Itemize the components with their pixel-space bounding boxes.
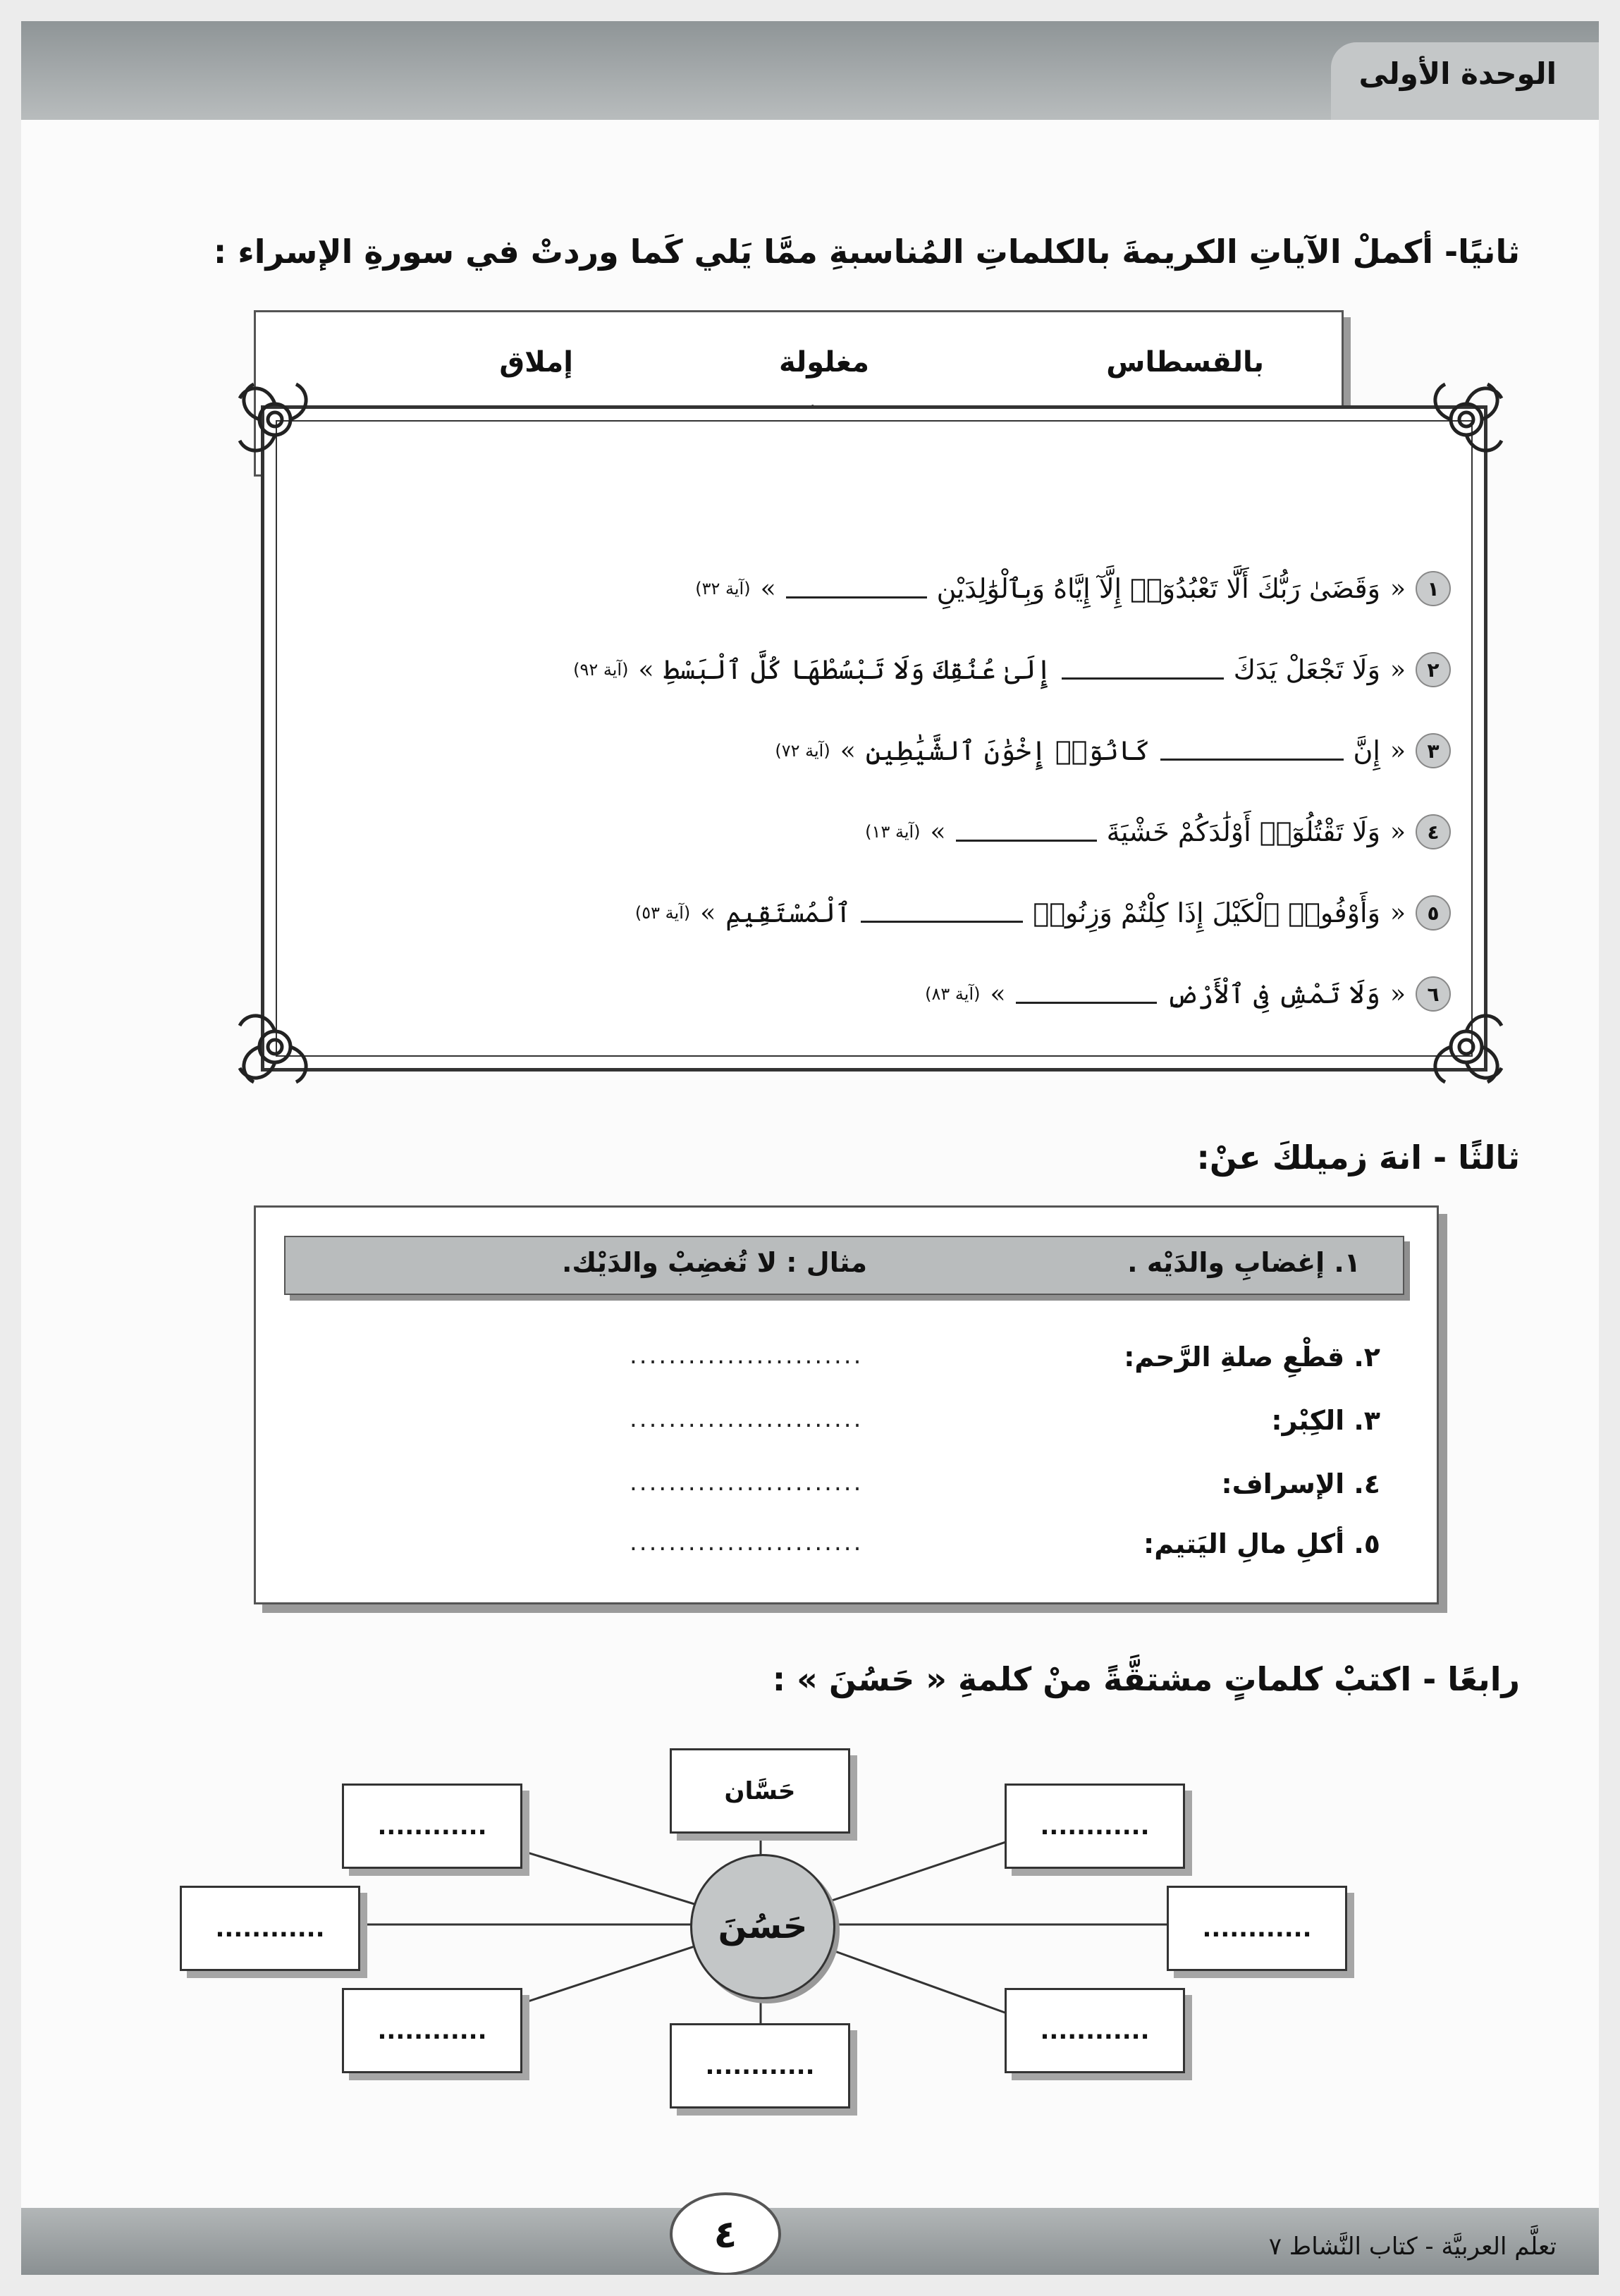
word-web — [21, 1713, 1599, 2242]
derived-word-box[interactable] — [1005, 1784, 1185, 1869]
answer-dots: ............ — [1202, 1914, 1312, 1943]
close-quote-icon: » — [930, 817, 946, 847]
prohibition-item: ٣. الكِبْر: — [1271, 1405, 1380, 1436]
verse-text: كَانُوٓا۟ إِخْوَٰنَ ٱلشَّيَٰطِينِ — [865, 735, 1150, 766]
open-quote-icon: « — [1389, 979, 1406, 1009]
derived-word-box[interactable] — [670, 1748, 850, 1834]
derived-word: حَسَّان — [724, 1776, 796, 1805]
section3-title: ثالثًا - انهَ زميلكَ عنْ: — [1196, 1138, 1520, 1177]
book-title: تعلَّم العربيَّة - كتاب النَّشاط ٧ — [1268, 2233, 1557, 2261]
answer-dots: ............ — [1040, 1812, 1150, 1841]
answer-dots: ............ — [1040, 2016, 1150, 2045]
derived-word-box[interactable] — [342, 1988, 522, 2073]
example-item: ١. إغضابِ والدَيْه . — [1127, 1247, 1361, 1278]
root-word-circle — [690, 1854, 835, 1999]
answer-dots[interactable]: ........................ — [630, 1405, 864, 1433]
worksheet-page — [21, 21, 1599, 2275]
verse-row — [573, 645, 1451, 694]
ornament-corner-icon — [226, 370, 324, 469]
word-bank-item: مغلولة — [778, 346, 869, 379]
root-word: حَسُنَ — [718, 1907, 808, 1946]
word-bank-item: بالقسطاس — [1106, 346, 1264, 379]
word-bank-item: إملاق — [499, 346, 573, 379]
prohibition-item: ٢. قطْعِ صلةِ الرَّحم: — [1124, 1342, 1380, 1373]
prohibition-item: ٤. الإسراف: — [1221, 1468, 1380, 1499]
answer-dots: ............ — [377, 2016, 487, 2045]
verse-row — [635, 888, 1451, 938]
verse-row — [865, 807, 1451, 857]
ornament-corner-icon — [1417, 370, 1516, 469]
verse-number: ٥ — [1416, 895, 1451, 931]
answer-blank[interactable] — [1160, 742, 1344, 761]
answer-blank[interactable] — [861, 904, 1023, 923]
close-quote-icon: » — [840, 736, 856, 766]
verse-row — [925, 969, 1451, 1019]
verse-number: ٦ — [1416, 976, 1451, 1012]
verse-text: وَأَوْفُوا۟ ٱلْكَيْلَ إِذَا كِلْتُمْ وَزِنُوا۟ — [1033, 897, 1380, 928]
verse-reference: (آية ٩٢) — [573, 660, 629, 680]
verse-number: ٢ — [1416, 652, 1451, 687]
answer-dots: ............ — [215, 1914, 325, 1943]
close-quote-icon: » — [638, 655, 654, 684]
answer-dots[interactable]: ........................ — [630, 1342, 864, 1370]
verse-text: إِنَّ — [1353, 735, 1380, 766]
derived-word-box[interactable] — [1167, 1886, 1347, 1971]
verse-row — [695, 564, 1451, 613]
open-quote-icon: « — [1389, 574, 1406, 603]
verse-text: وَلَا تَقْتُلُوٓا۟ أَوْلَٰدَكُمْ خَشْيَةَ — [1106, 816, 1380, 847]
page-number: ٤ — [670, 2192, 781, 2275]
open-quote-icon: « — [1389, 655, 1406, 684]
answer-dots[interactable]: ........................ — [630, 1528, 864, 1557]
example-answer: مثال : لا تُغضِبْ والدَيْك. — [561, 1247, 867, 1278]
answer-dots[interactable]: ........................ — [630, 1468, 864, 1497]
verse-reference: (آية ١٣) — [865, 822, 921, 842]
answer-blank[interactable] — [1062, 661, 1224, 680]
close-quote-icon: » — [700, 898, 716, 928]
open-quote-icon: « — [1389, 898, 1406, 928]
ornament-corner-icon — [226, 997, 324, 1096]
open-quote-icon: « — [1389, 817, 1406, 847]
open-quote-icon: « — [1389, 736, 1406, 766]
derived-word-box[interactable] — [670, 2023, 850, 2108]
verse-reference: (آية ٧٢) — [775, 741, 830, 761]
derived-word-box[interactable] — [342, 1784, 522, 1869]
answer-blank[interactable] — [786, 579, 927, 598]
prohibition-box — [254, 1205, 1439, 1604]
verse-row — [775, 726, 1451, 775]
verse-reference: (آية ٥٣) — [634, 903, 691, 923]
verse-text: إِلَىٰ عُنُقِكَ وَلَا تَبْسُطْهَا كُلَّ ٱلْبَسْطِ — [663, 654, 1052, 685]
unit-title: الوحدة الأولى — [1358, 56, 1557, 91]
section4-title: رابعًا - اكتبْ كلماتٍ مشتقَّةً منْ كلمةِ « حَسُنَ » : — [772, 1660, 1520, 1698]
verse-text: ٱلْمُسْتَقِيمِ — [725, 897, 852, 928]
section2-title: ثانيًا- أكملْ الآياتِ الكريمةَ بالكلماتِ المُناسبةِ ممَّا يَلي كَما وردتْ في سورةِ الإسراء : — [213, 233, 1520, 271]
derived-word-box[interactable] — [1005, 1988, 1185, 2073]
verse-number: ١ — [1416, 571, 1451, 606]
close-quote-icon: » — [990, 979, 1006, 1009]
verse-reference: (آية ٣٢) — [695, 579, 751, 598]
prohibition-item: ٥. أكلِ مالِ اليَتيم: — [1143, 1528, 1380, 1559]
close-quote-icon: » — [760, 574, 776, 603]
derived-word-box[interactable] — [180, 1886, 360, 1971]
answer-blank[interactable] — [1016, 985, 1157, 1004]
verse-number: ٣ — [1416, 733, 1451, 768]
answer-dots: ............ — [377, 1812, 487, 1841]
answer-dots: ............ — [705, 2051, 815, 2080]
verse-text: وَلَا تَمْشِ فِى ٱلْأَرْضِ — [1166, 978, 1380, 1009]
answer-blank[interactable] — [956, 823, 1097, 842]
verse-text: وَلَا تَجْعَلْ يَدَكَ — [1233, 654, 1380, 685]
verse-number: ٤ — [1416, 814, 1451, 849]
verse-text: وَقَضَىٰ رَبُّكَ أَلَّا تَعْبُدُوٓا۟ إِلَّآ إِيَّاهُ وَبِٱلْوَٰلِدَيْنِ — [936, 573, 1380, 604]
verse-reference: (آية ٨٣) — [925, 984, 981, 1004]
example-bar — [284, 1236, 1404, 1295]
